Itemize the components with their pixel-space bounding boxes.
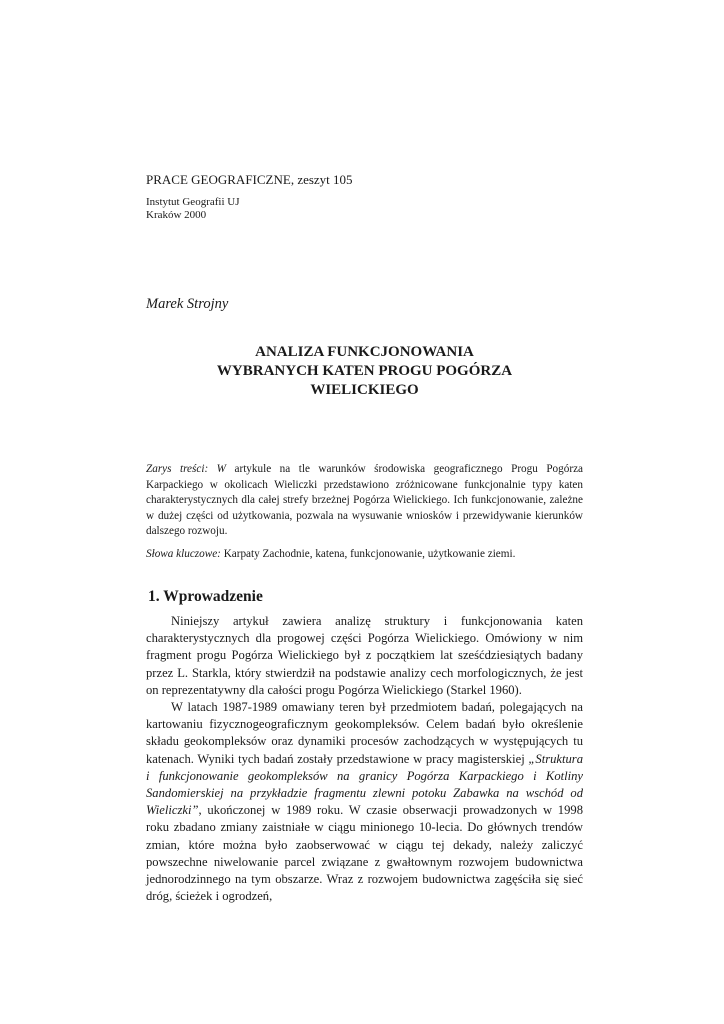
- title-line: WIELICKIEGO: [310, 382, 419, 398]
- paragraph: [146, 699, 583, 905]
- section-body: [146, 613, 583, 905]
- thesis-title: „Struktura i funkcjonowanie geokompleksów na granicy Pogórza Karpackiego i Kotliny Sandomierskiej na przykładzie fragmentu zlewni potoku Zabawka na wschód od Wieliczki”: [146, 751, 583, 818]
- abstract-text: artykule na tle warunków środowiska geograficznego Progu Pogórza Karpackiego w okolicach Wieliczki przedstawiono zróżnicowane funkcjonalnie typy katen charakterystycznych dla całej strefy brzeżnej Pogórza Wielickiego. Ich funkcjonowanie, zależne w dużej części od użytkowania, pozwala na wysuwanie wniosków i przewidywanie kierunków dalszego rozwoju.: [146, 463, 583, 538]
- place-year: Kraków 2000: [146, 209, 207, 221]
- keywords-label: Słowa kluczowe:: [146, 548, 221, 560]
- section-heading: 1. Wprowadzenie: [148, 588, 263, 605]
- institute-name: Instytut Geografii UJ: [146, 196, 240, 208]
- abstract: [146, 462, 583, 540]
- paragraph-text: W latach 1987-1989 omawiany teren był przedmiotem badań, polegających na kartowaniu fizycznogeograficznym geokompleksów. Celem badań było określenie składu geokompleksów oraz dynamiki procesów zachodzących w występujących tu katenach. Wyniki tych badań zostały przedstawione w pracy magisterskiej: [146, 700, 583, 766]
- keywords-text: Karpaty Zachodnie, katena, funkcjonowanie, użytkowanie ziemi.: [220, 548, 516, 560]
- journal-series: PRACE GEOGRAFICZNE, zeszyt 105: [146, 172, 353, 187]
- paragraph: Niniejszy artykuł zawiera analizę struktury i funkcjonowania katen charakterystycznych dla progowej części Pogórza Wielickiego. Omówiony w nim fragment progu Pogórza Wielickiego był z początkiem lat sześćdziesiątych badany przez L. Starkla, który stwierdził na podstawie analizy cech morfologicznych, że jest on reprezentatywny dla całości progu Pogórza Wielickiego (Starkel 1960).: [146, 614, 583, 697]
- title-line: ANALIZA FUNKCJONOWANIA: [255, 344, 474, 360]
- keywords: [146, 547, 583, 562]
- article-title: [146, 343, 583, 400]
- author-name: Marek Strojny: [146, 296, 229, 312]
- publisher-block: [146, 196, 239, 222]
- title-line: WYBRANYCH KATEN PROGU POGÓRZA: [216, 363, 513, 379]
- paragraph-text: , ukończonej w 1989 roku. W czasie obserwacji prowadzonych w 1998 roku zbadano zmiany zaistniałe w ciągu minionego 10-lecia. Do głównych trendów zmian, które można było zaobserwować w ciągu tej dekady, należy zaliczyć powszechne niwelowanie parcel związane z gwałtownym rozwojem budownictwa jednorodzinnego na tym obszarze. Wraz z rozwojem budownictwa zagęściła się sieć dróg, ścieżek i ogrodzeń,: [146, 803, 583, 904]
- abstract-label: Zarys treści: W: [146, 463, 226, 475]
